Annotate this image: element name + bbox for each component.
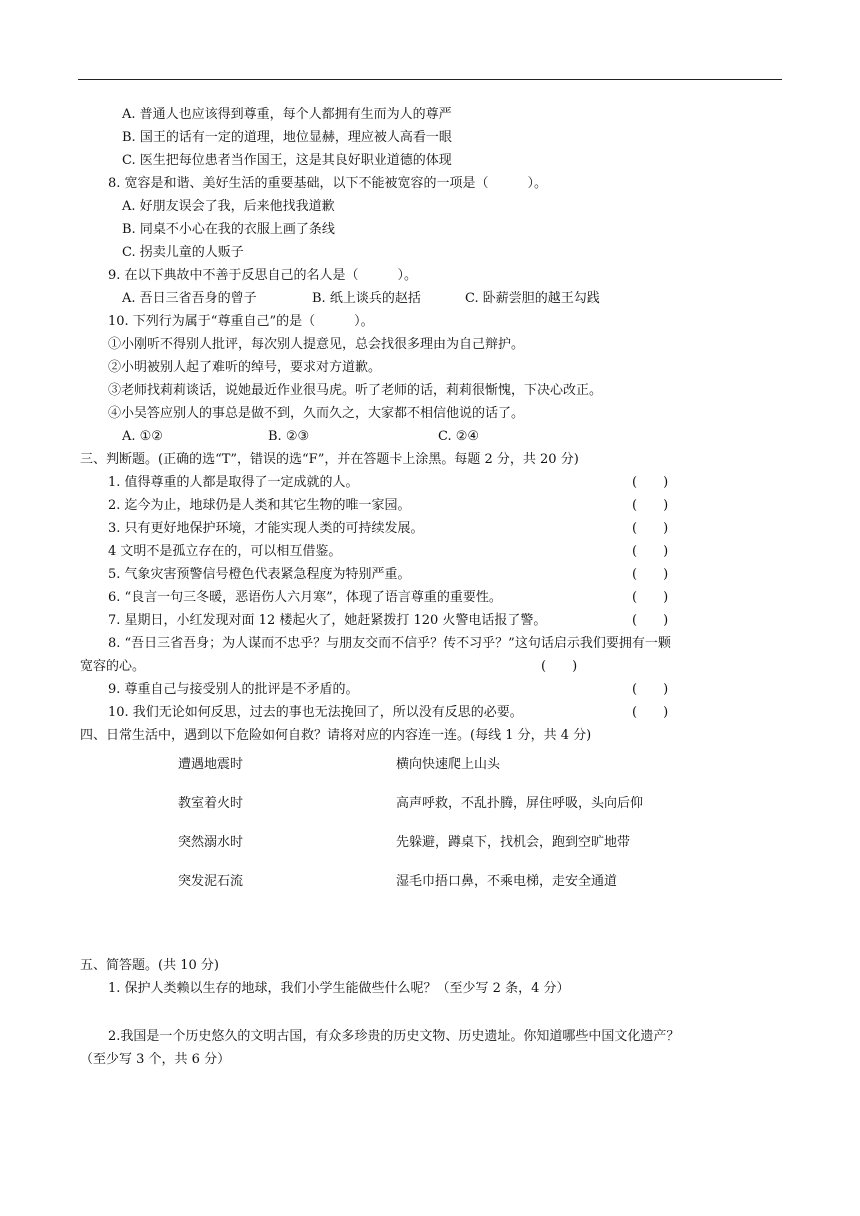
q9-option-c[interactable]: C. 卧薪尝胆的越王勾践 bbox=[465, 291, 600, 306]
tf-item-6: 6. “良言一句三冬暖，恶语伤人六月寒”，体现了语言尊重的重要性。 bbox=[108, 590, 502, 605]
match-right-3[interactable]: 先躲避，蹲桌下，找机会，跑到空旷地带 bbox=[396, 835, 631, 850]
q10-option-a[interactable]: A. ①② bbox=[122, 429, 163, 444]
tf-answer-4[interactable]: ( ) bbox=[632, 544, 669, 559]
match-left-3[interactable]: 突然溺水时 bbox=[178, 835, 244, 850]
tf-item-2: 2. 迄今为止，地球仍是人类和其它生物的唯一家园。 bbox=[108, 498, 411, 513]
match-left-1[interactable]: 遭遇地震时 bbox=[178, 757, 244, 772]
q8-option-c[interactable]: C. 拐卖儿童的人贩子 bbox=[122, 245, 244, 260]
match-right-2[interactable]: 高声呼救，不乱扑腾，屏住呼吸，头向后仰 bbox=[396, 796, 644, 811]
match-left-4[interactable]: 突发泥石流 bbox=[178, 874, 244, 889]
tf-item-8-line1: 8. “吾日三省吾身；为人谋而不忠乎？与朋友交而不信乎？传不习乎？”这句话启示我们要拥有一颗 bbox=[108, 636, 671, 651]
section5-title: 五、简答题。(共 10 分) bbox=[80, 958, 219, 973]
tf-item-5: 5. 气象灾害预警信号橙色代表紧急程度为特别严重。 bbox=[108, 567, 411, 582]
q10-item-1: ①小刚听不得别人批评，每次别人提意见，总会找很多理由为自己辩护。 bbox=[108, 337, 525, 352]
tf-answer-8[interactable]: ( ) bbox=[541, 659, 578, 674]
match-right-4[interactable]: 湿毛巾捂口鼻，不乘电梯，走安全通道 bbox=[396, 874, 618, 889]
q7-option-c[interactable]: C. 医生把每位患者当作国王，这是其良好职业道德的体现 bbox=[122, 153, 452, 168]
tf-answer-5[interactable]: ( ) bbox=[632, 567, 669, 582]
section3-title: 三、判断题。(正确的选“T”，错误的选“F”，并在答题卡上涂黑。每题 2 分，共 20 分) bbox=[80, 452, 579, 467]
tf-item-8-line2: 宽容的心。 bbox=[80, 659, 146, 674]
tf-item-10: 10. 我们无论如何反思，过去的事也无法挽回了，所以没有反思的必要。 bbox=[108, 705, 523, 720]
tf-item-4: 4 文明不是孤立存在的，可以相互借鉴。 bbox=[108, 544, 342, 559]
short-answer-2-line1: 2.我国是一个历史悠久的文明古国，有众多珍贵的历史文物、历史遗址。你知道哪些中国文化遗产？ bbox=[108, 1029, 680, 1044]
match-left-2[interactable]: 教室着火时 bbox=[178, 796, 244, 811]
q7-option-a[interactable]: A. 普通人也应该得到尊重，每个人都拥有生而为人的尊严 bbox=[122, 107, 452, 122]
q7-option-b[interactable]: B. 国王的话有一定的道理，地位显赫，理应被人高看一眼 bbox=[122, 130, 452, 145]
short-answer-1: 1. 保护人类赖以生存的地球，我们小学生能做些什么呢？（至少写 2 条，4 分） bbox=[108, 981, 570, 996]
q9-stem: 9. 在以下典故中不善于反思自己的名人是（ ）。 bbox=[108, 268, 418, 283]
tf-item-1: 1. 值得尊重的人都是取得了一定成就的人。 bbox=[108, 475, 359, 490]
tf-answer-2[interactable]: ( ) bbox=[632, 498, 669, 513]
q8-stem: 8. 宽容是和谐、美好生活的重要基础，以下不能被宽容的一项是（ ）。 bbox=[108, 176, 548, 191]
q9-option-a[interactable]: A. 吾日三省吾身的曾子 bbox=[122, 291, 257, 306]
tf-item-9: 9. 尊重自己与接受别人的批评是不矛盾的。 bbox=[108, 682, 359, 697]
tf-item-3: 3. 只有更好地保护环境，才能实现人类的可持续发展。 bbox=[108, 521, 424, 536]
q8-option-b[interactable]: B. 同桌不小心在我的衣服上画了条线 bbox=[122, 222, 335, 237]
q10-item-4: ④小吴答应别人的事总是做不到，久而久之，大家都不相信他说的话了。 bbox=[108, 406, 525, 421]
q10-item-2: ②小明被别人起了难听的绰号，要求对方道歉。 bbox=[108, 360, 382, 375]
q9-option-b[interactable]: B. 纸上谈兵的赵括 bbox=[312, 291, 421, 306]
tf-answer-3[interactable]: ( ) bbox=[632, 521, 669, 536]
q10-option-b[interactable]: B. ②③ bbox=[268, 429, 310, 444]
section4-title: 四、日常生活中，遇到以下危险如何自救？请将对应的内容连一连。(每线 1 分，共 4 分) bbox=[80, 728, 592, 743]
tf-item-7: 7. 星期日，小红发现对面 12 楼起火了，她赶紧拨打 120 火警电话报了警。 bbox=[108, 613, 547, 628]
tf-answer-6[interactable]: ( ) bbox=[632, 590, 669, 605]
match-right-1[interactable]: 横向快速爬上山头 bbox=[396, 757, 501, 772]
header-rule bbox=[78, 79, 782, 80]
tf-answer-10[interactable]: ( ) bbox=[632, 705, 669, 720]
tf-answer-7[interactable]: ( ) bbox=[632, 613, 669, 628]
q10-stem: 10. 下列行为属于“尊重自己”的是（ ）。 bbox=[108, 314, 374, 329]
tf-answer-1[interactable]: ( ) bbox=[632, 475, 669, 490]
q8-option-a[interactable]: A. 好朋友误会了我，后来他找我道歉 bbox=[122, 199, 335, 214]
q10-option-c[interactable]: C. ②④ bbox=[438, 429, 480, 444]
short-answer-2-line2: （至少写 3 个，共 6 分） bbox=[80, 1052, 231, 1067]
tf-answer-9[interactable]: ( ) bbox=[632, 682, 669, 697]
q10-item-3: ③老师找莉莉谈话，说她最近作业很马虎。听了老师的话，莉莉很惭愧，下决心改正。 bbox=[108, 383, 603, 398]
